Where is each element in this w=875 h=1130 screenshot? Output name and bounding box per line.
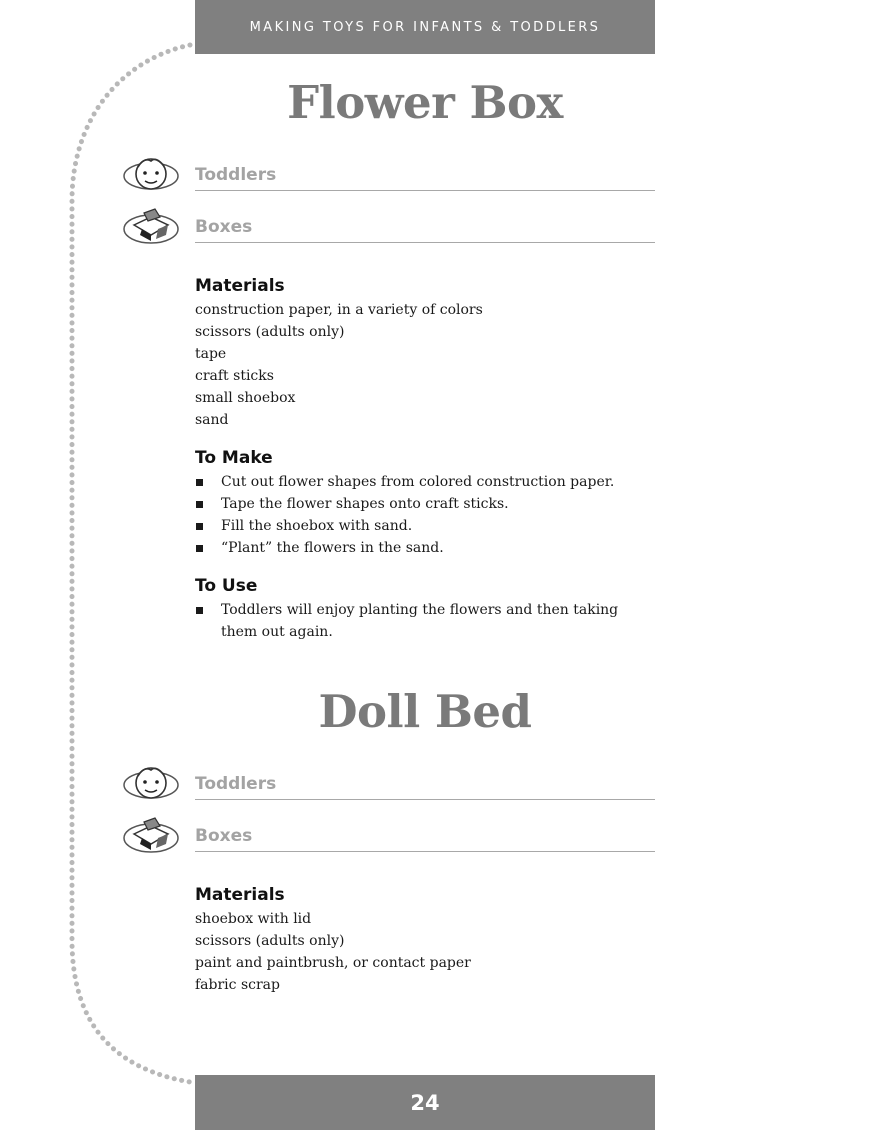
list-item: Fill the shoebox with sand.: [195, 515, 645, 537]
to-make-list: [195, 471, 645, 559]
age-label: Toddlers: [195, 774, 277, 794]
list-item: shoebox with lid: [195, 911, 312, 927]
category-label: Boxes: [195, 217, 253, 237]
to-use-section: [195, 575, 645, 643]
box-icon: [122, 812, 180, 858]
age-tag-row: [122, 151, 655, 197]
list-item: fabric scrap: [195, 977, 280, 993]
bullet-square-icon: [196, 501, 203, 508]
bullet-square-icon: [196, 523, 203, 530]
materials-heading: Materials: [195, 885, 285, 905]
running-title: MAKING TOYS FOR INFANTS & TODDLERS: [249, 19, 601, 35]
bullet-square-icon: [196, 479, 203, 486]
toddler-face-icon: [122, 151, 180, 197]
materials-list: [195, 908, 645, 996]
age-tag-row: [122, 760, 655, 806]
to-use-list: [195, 599, 645, 643]
list-item: paint and paintbrush, or contact paper: [195, 955, 471, 971]
list-item: craft sticks: [195, 368, 274, 384]
running-header: [195, 0, 655, 54]
list-item: sand: [195, 412, 229, 428]
to-make-heading: To Make: [195, 448, 273, 468]
list-item: scissors (adults only): [195, 324, 345, 340]
list-item: Toddlers will enjoy planting the flowers and then taking them out again.: [195, 599, 645, 643]
materials-section: [195, 884, 645, 996]
page-footer: [195, 1075, 655, 1130]
bullet-square-icon: [196, 545, 203, 552]
list-item: construction paper, in a variety of colors: [195, 302, 483, 318]
activity-title-flower-box: Flower Box: [287, 76, 563, 129]
list-item: tape: [195, 346, 227, 362]
category-tag-row: [122, 203, 655, 249]
materials-list: [195, 299, 645, 431]
page-number: 24: [410, 1090, 440, 1115]
list-item: Tape the flower shapes onto craft sticks.: [195, 493, 645, 515]
list-item: small shoebox: [195, 390, 296, 406]
category-label: Boxes: [195, 826, 253, 846]
materials-section: [195, 275, 645, 431]
age-label: Toddlers: [195, 165, 277, 185]
toddler-face-icon: [122, 760, 180, 806]
bullet-square-icon: [196, 607, 203, 614]
list-item: Cut out flower shapes from colored construction paper.: [195, 471, 645, 493]
tag-divider: [195, 799, 655, 800]
category-tag-row: [122, 812, 655, 858]
to-make-section: [195, 447, 645, 559]
tag-divider: [195, 190, 655, 191]
tag-divider: [195, 242, 655, 243]
to-use-heading: To Use: [195, 576, 258, 596]
materials-heading: Materials: [195, 276, 285, 296]
tag-divider: [195, 851, 655, 852]
list-item: scissors (adults only): [195, 933, 345, 949]
activity-title-doll-bed: Doll Bed: [318, 685, 532, 738]
box-icon: [122, 203, 180, 249]
list-item: “Plant” the flowers in the sand.: [195, 537, 645, 559]
